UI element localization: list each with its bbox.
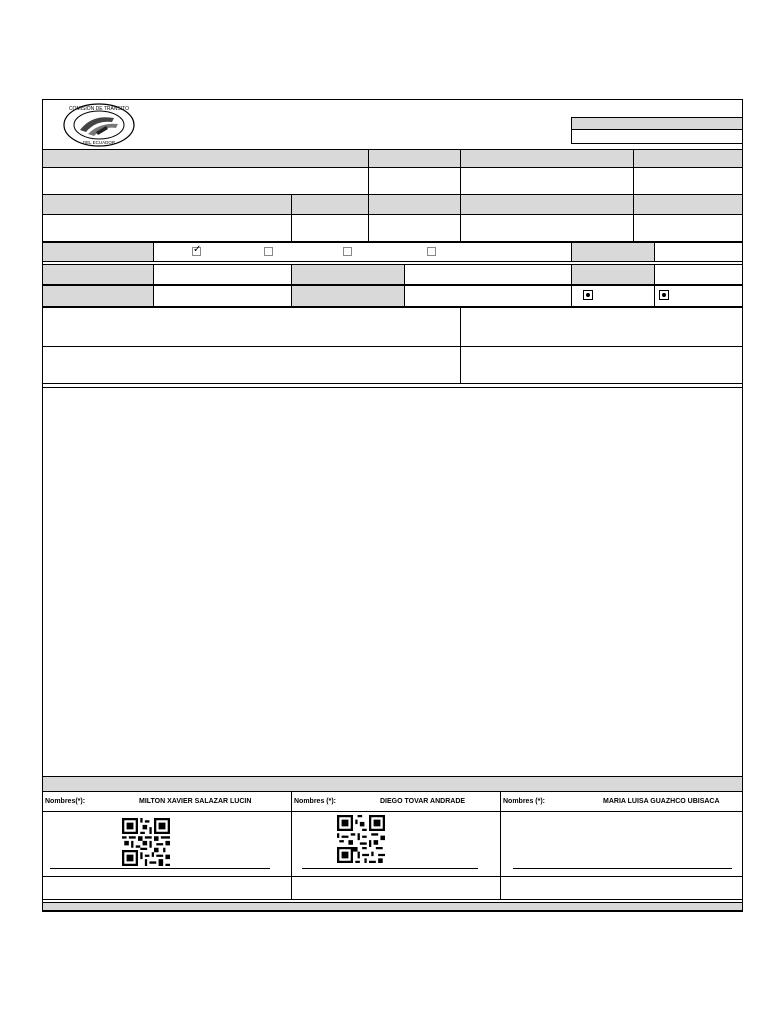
top-right-field[interactable] xyxy=(571,129,743,144)
row2-field-2[interactable] xyxy=(291,214,369,242)
row1-field-4[interactable] xyxy=(633,167,743,195)
row6-field-2[interactable] xyxy=(460,307,743,347)
signature-label-3: Nombres (*): xyxy=(503,798,546,805)
logo-text-bottom: DEL ECUADOR xyxy=(82,140,116,145)
row2-header-3 xyxy=(368,194,461,215)
qr-code-icon xyxy=(122,818,170,866)
logo-text-top: COMISIÓN DE TRÁNSITO xyxy=(68,106,130,112)
row1-header-1 xyxy=(42,149,369,168)
signature-footer-2 xyxy=(291,876,501,900)
signature-name-cell-2 xyxy=(291,791,501,812)
signature-name-2: DIEGO TOVAR ANDRADE xyxy=(380,798,466,805)
row2-header-5 xyxy=(633,194,743,215)
row2-header-1 xyxy=(42,194,292,215)
row1-header-4 xyxy=(633,149,743,168)
checkbox-option-3[interactable] xyxy=(343,247,352,256)
row4-header-3 xyxy=(571,264,655,285)
signature-line-2 xyxy=(302,868,478,869)
radio-option-2[interactable] xyxy=(659,290,669,300)
row2-field-4[interactable] xyxy=(460,214,634,242)
row3-field-1[interactable] xyxy=(654,242,743,262)
row4-header-2 xyxy=(291,264,405,285)
signature-line-1 xyxy=(50,868,270,869)
row3-header-1 xyxy=(42,242,154,262)
radio-cell-2 xyxy=(654,285,743,307)
row4-field-2[interactable] xyxy=(404,264,572,285)
qr-code-icon xyxy=(337,815,385,863)
signature-name-1: MILTON XAVIER SALAZAR LUCIN xyxy=(139,798,252,805)
agency-logo xyxy=(62,102,136,148)
row7-field-1[interactable] xyxy=(42,346,461,384)
signature-section-header xyxy=(42,776,743,792)
row5-field-1[interactable] xyxy=(153,285,292,307)
signature-footer-1 xyxy=(42,876,292,900)
row1-field-2[interactable] xyxy=(368,167,461,195)
checkbox-option-2[interactable] xyxy=(264,247,273,256)
row2-field-3[interactable] xyxy=(368,214,461,242)
row1-field-1[interactable] xyxy=(42,167,369,195)
row3-header-2 xyxy=(571,242,655,262)
row5-header-2 xyxy=(291,285,405,307)
checkbox-option-1[interactable] xyxy=(192,247,201,256)
signature-name-cell-1 xyxy=(42,791,292,812)
signature-label-1: Nombres(*): xyxy=(45,798,86,805)
row2-header-4 xyxy=(460,194,634,215)
radio-cell-1 xyxy=(571,285,655,307)
row1-header-2 xyxy=(368,149,461,168)
signature-footer-3 xyxy=(500,876,743,900)
row4-field-3[interactable] xyxy=(654,264,743,285)
row7-field-2[interactable] xyxy=(460,346,743,384)
row5-field-2[interactable] xyxy=(404,285,572,307)
row1-field-3[interactable] xyxy=(460,167,634,195)
signature-line-3 xyxy=(513,868,732,869)
checkbox-option-4[interactable] xyxy=(427,247,436,256)
signature-name-3: MARIA LUISA GUAZHCO UBISACA xyxy=(603,798,720,805)
checkbox-group xyxy=(153,242,572,262)
signature-label-2: Nombres (*): xyxy=(294,798,337,805)
row4-field-1[interactable] xyxy=(153,264,292,285)
row5-header-1 xyxy=(42,285,154,307)
observations-area[interactable] xyxy=(42,387,743,777)
row2-field-1[interactable] xyxy=(42,214,292,242)
footer-bar xyxy=(42,902,743,911)
signature-name-cell-3 xyxy=(500,791,743,812)
row2-header-2 xyxy=(291,194,369,215)
row1-header-3 xyxy=(460,149,634,168)
radio-option-1[interactable] xyxy=(583,290,593,300)
row4-header-1 xyxy=(42,264,154,285)
row6-field-1[interactable] xyxy=(42,307,461,347)
row2-field-5[interactable] xyxy=(633,214,743,242)
